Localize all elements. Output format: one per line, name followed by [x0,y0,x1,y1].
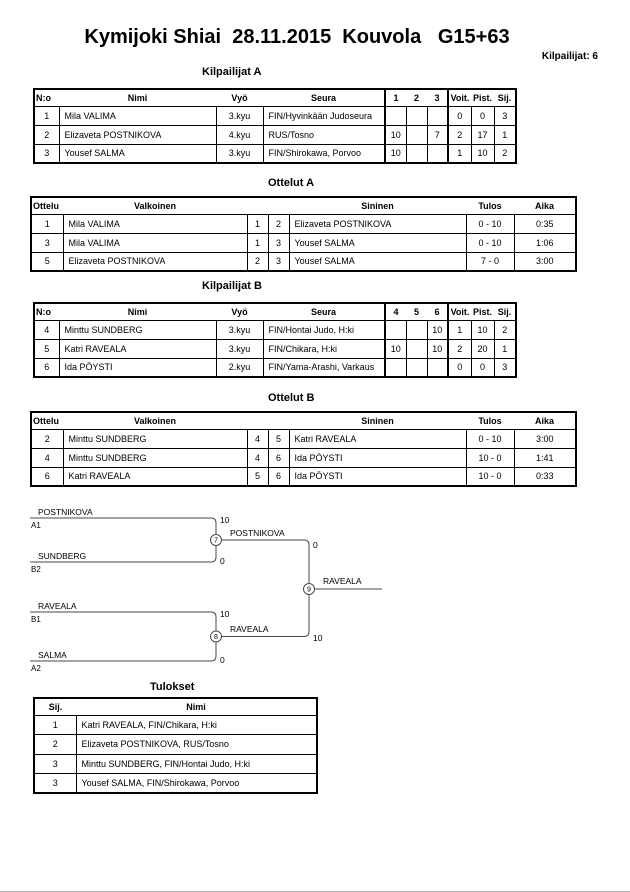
table-cell: 1 [448,320,471,339]
table-header-row [34,303,516,320]
col-header-white-no [247,197,268,214]
col-header-1: 1 [385,89,406,106]
col-header-5: 5 [406,303,427,320]
table-cell: Yousef SALMA [59,144,216,163]
table-cell: Katri RAVEALA [289,429,466,448]
col-header-pist: Pist. [471,89,494,106]
col-header-no: N:o [34,89,59,106]
bracket-sf2-bottom-name: SALMA [38,650,67,660]
col-header-valkoinen: Valkoinen [63,197,247,214]
table-cell: Yousef SALMA, FIN/Shirokawa, Porvoo [76,774,317,794]
col-header-tulos: Tulos [466,412,514,429]
table-cell: 1 [34,106,59,125]
kilpailijat-a-table [33,88,517,164]
col-header-sij: Sij. [494,89,516,106]
col-header-valkoinen: Valkoinen [63,412,247,429]
table-cell [406,106,427,125]
table-cell [385,358,406,377]
ottelut-b-table [30,411,577,487]
table-cell: Mila VALIMA [63,233,247,252]
table-cell: 1 [31,214,63,233]
table-cell: 3 [494,106,516,125]
table-cell [385,320,406,339]
table-cell: RUS/Tosno [263,125,385,144]
table-cell: 5 [34,339,59,358]
table-row [34,715,317,735]
table-header-row [34,89,516,106]
table-cell: Minttu SUNDBERG [59,320,216,339]
table-cell: 0 - 10 [466,214,514,233]
table-header-row [31,197,576,214]
table-cell: 10 [385,144,406,163]
col-header-vyo: Vyö [216,89,263,106]
table-cell: 2 [31,429,63,448]
table-row [31,252,576,271]
col-header-aika: Aika [514,412,576,429]
table-cell: Ida PÖYSTI [289,448,466,467]
table-cell [406,339,427,358]
table-cell: 2 [34,735,76,755]
table-cell [427,144,448,163]
table-cell [427,358,448,377]
table-cell: 3 [34,144,59,163]
table-cell: 0:35 [514,214,576,233]
table-cell: 10 [471,320,494,339]
bracket-sf1-top-score: 10 [220,515,230,525]
table-cell: 1 [448,144,471,163]
table-cell: 3 [34,754,76,774]
col-header-nimi: Nimi [59,89,216,106]
col-header-sij: Sij. [494,303,516,320]
bracket-sf1-bottom-name: SUNDBERG [38,551,87,561]
table-cell: 17 [471,125,494,144]
table-cell: 3:00 [514,252,576,271]
table-header-row [31,412,576,429]
table-cell: 2 [268,214,289,233]
col-header-4: 4 [385,303,406,320]
tulokset-table [33,697,318,794]
table-cell: 3 [31,233,63,252]
table-cell: 7 - 0 [466,252,514,271]
table-row [31,467,576,486]
col-header-3: 3 [427,89,448,106]
table-cell: Yousef SALMA [289,233,466,252]
table-cell [406,358,427,377]
table-cell: 6 [31,467,63,486]
table-cell: Minttu SUNDBERG, FIN/Hontai Judo, H:ki [76,754,317,774]
match-9-number: 9 [307,586,311,594]
table-row [34,339,516,358]
table-cell: 0:33 [514,467,576,486]
kilpailijat-b-table [33,302,517,378]
section-label-ottelut-a: Ottelut A [268,177,315,189]
table-cell: 3 [34,774,76,794]
table-cell: 5 [247,467,268,486]
table-cell: 2 [247,252,268,271]
table-cell: 2 [448,339,471,358]
table-row [34,358,516,377]
page-title: Kymijoki Shiai 28.11.2015 Kouvola G15+63 [84,26,510,48]
col-header-2: 2 [406,89,427,106]
table-cell: 3.kyu [216,339,263,358]
table-cell: Mila VALIMA [63,214,247,233]
bracket-sf1-bottom-seed: B2 [31,565,41,574]
table-cell: 4.kyu [216,125,263,144]
table-row [31,214,576,233]
col-header-nimi: Nimi [76,698,317,715]
table-cell: Minttu SUNDBERG [63,429,247,448]
col-header-voit: Voit. [448,303,471,320]
bracket-sf1-winner-name: POSTNIKOVA [230,528,285,538]
table-cell: 3 [494,358,516,377]
table-cell: Ida PÖYSTI [59,358,216,377]
col-header-pist: Pist. [471,303,494,320]
table-row [34,754,317,774]
table-cell: 2 [448,125,471,144]
table-cell: 3.kyu [216,144,263,163]
table-header-row [34,698,317,715]
table-cell: 1 [34,715,76,735]
col-header-seura: Seura [263,303,385,320]
table-cell: Elizaveta POSTNIKOVA [63,252,247,271]
section-label-ottelut-b: Ottelut B [268,392,315,404]
table-cell: 4 [34,320,59,339]
bracket-sf2-winner-name: RAVEALA [230,624,269,634]
col-header-sininen: Sininen [289,197,466,214]
table-cell: 4 [247,429,268,448]
table-cell: 6 [34,358,59,377]
col-header-tulos: Tulos [466,197,514,214]
table-cell: FIN/Chikara, H:ki [263,339,385,358]
table-cell: 2 [494,144,516,163]
table-cell: 6 [268,467,289,486]
table-cell: 0 [471,106,494,125]
table-cell: 3.kyu [216,106,263,125]
table-cell: 4 [247,448,268,467]
competitors-count-label: Kilpailijat: 6 [541,51,598,62]
table-cell: 1 [494,339,516,358]
bracket-sf2-top-score: 10 [220,609,230,619]
table-cell: 10 [427,339,448,358]
table-cell: FIN/Hyvinkään Judoseura [263,106,385,125]
table-cell: 3.kyu [216,320,263,339]
col-header-seura: Seura [263,89,385,106]
table-cell: 10 [385,339,406,358]
bracket-final-winner-name: RAVEALA [323,576,362,586]
table-cell: 20 [471,339,494,358]
table-cell: 5 [268,429,289,448]
table-cell: 0 [471,358,494,377]
table-cell: 4 [31,448,63,467]
bracket-sf1-bottom-score: 0 [220,556,225,566]
bracket-sf1-top-seed: A1 [31,521,41,530]
table-cell: Minttu SUNDBERG [63,448,247,467]
table-cell: Katri RAVEALA, FIN/Chikara, H:ki [76,715,317,735]
col-header-ottelu: Ottelu [31,197,63,214]
table-row [34,106,516,125]
table-cell: 0 [448,358,471,377]
table-cell: Elizaveta POSTNIKOVA [289,214,466,233]
section-label-kilpailijat-b: Kilpailijat B [202,280,262,292]
bracket-sf1-top-name: POSTNIKOVA [38,507,93,517]
bracket-sf2-top-name: RAVEALA [38,601,77,611]
col-header-blue-no [268,412,289,429]
table-cell: Katri RAVEALA [59,339,216,358]
table-row [31,233,576,252]
table-row [34,125,516,144]
table-cell: 1:06 [514,233,576,252]
table-cell: 2 [34,125,59,144]
table-cell: 10 - 0 [466,467,514,486]
table-cell: 1 [494,125,516,144]
table-cell: 0 [448,106,471,125]
table-cell [427,106,448,125]
col-header-sininen: Sininen [289,412,466,429]
table-cell: 2.kyu [216,358,263,377]
table-cell: 1 [247,233,268,252]
table-cell [406,125,427,144]
match-8-number: 8 [214,634,218,641]
table-cell: 3:00 [514,429,576,448]
ottelut-a-table [30,196,577,272]
col-header-no: N:o [34,303,59,320]
table-cell: 10 [385,125,406,144]
col-header-voit: Voit. [448,89,471,106]
col-header-sij: Sij. [34,698,76,715]
col-header-white-no [247,412,268,429]
bracket-final-top-score: 0 [313,540,318,550]
section-label-kilpailijat-a: Kilpailijat A [202,66,262,78]
table-cell [385,106,406,125]
table-cell: 3 [268,252,289,271]
table-row [34,320,516,339]
table-row [31,429,576,448]
table-cell: 5 [31,252,63,271]
table-cell: FIN/Shirokawa, Porvoo [263,144,385,163]
col-header-nimi: Nimi [59,303,216,320]
table-cell: 6 [268,448,289,467]
table-cell: 0 - 10 [466,429,514,448]
table-cell: 3 [268,233,289,252]
table-cell: 2 [494,320,516,339]
table-cell: Ida PÖYSTI [289,467,466,486]
table-cell: FIN/Yama-Arashi, Varkaus [263,358,385,377]
table-row [34,735,317,755]
table-cell: 10 [427,320,448,339]
table-cell: Yousef SALMA [289,252,466,271]
bracket-sf1-winner-line [222,540,310,584]
col-header-6: 6 [427,303,448,320]
table-row [34,144,516,163]
table-cell: Mila VALIMA [59,106,216,125]
bracket-diagram [0,500,630,685]
table-cell: 1:41 [514,448,576,467]
bracket-sf2-bottom-seed: A2 [31,664,41,673]
table-cell [406,320,427,339]
table-cell: 10 [471,144,494,163]
table-cell: 10 - 0 [466,448,514,467]
table-cell: FIN/Hontai Judo, H:ki [263,320,385,339]
table-row [34,774,317,794]
table-cell: 1 [247,214,268,233]
table-cell: 0 - 10 [466,233,514,252]
table-row [31,448,576,467]
bracket-final-bottom-score: 10 [313,633,323,643]
table-cell: Elizaveta POSTNIKOVA [59,125,216,144]
match-7-number: 7 [214,537,218,545]
table-cell: Katri RAVEALA [63,467,247,486]
col-header-aika: Aika [514,197,576,214]
table-cell: 7 [427,125,448,144]
section-label-tulokset: Tulokset [150,681,195,693]
bracket-sf2-bottom-score: 0 [220,655,225,665]
col-header-ottelu: Ottelu [31,412,63,429]
col-header-blue-no [268,197,289,214]
bracket-sf2-top-seed: B1 [31,615,41,624]
table-cell [406,144,427,163]
table-cell: Elizaveta POSTNIKOVA, RUS/Tosno [76,735,317,755]
col-header-vyo: Vyö [216,303,263,320]
